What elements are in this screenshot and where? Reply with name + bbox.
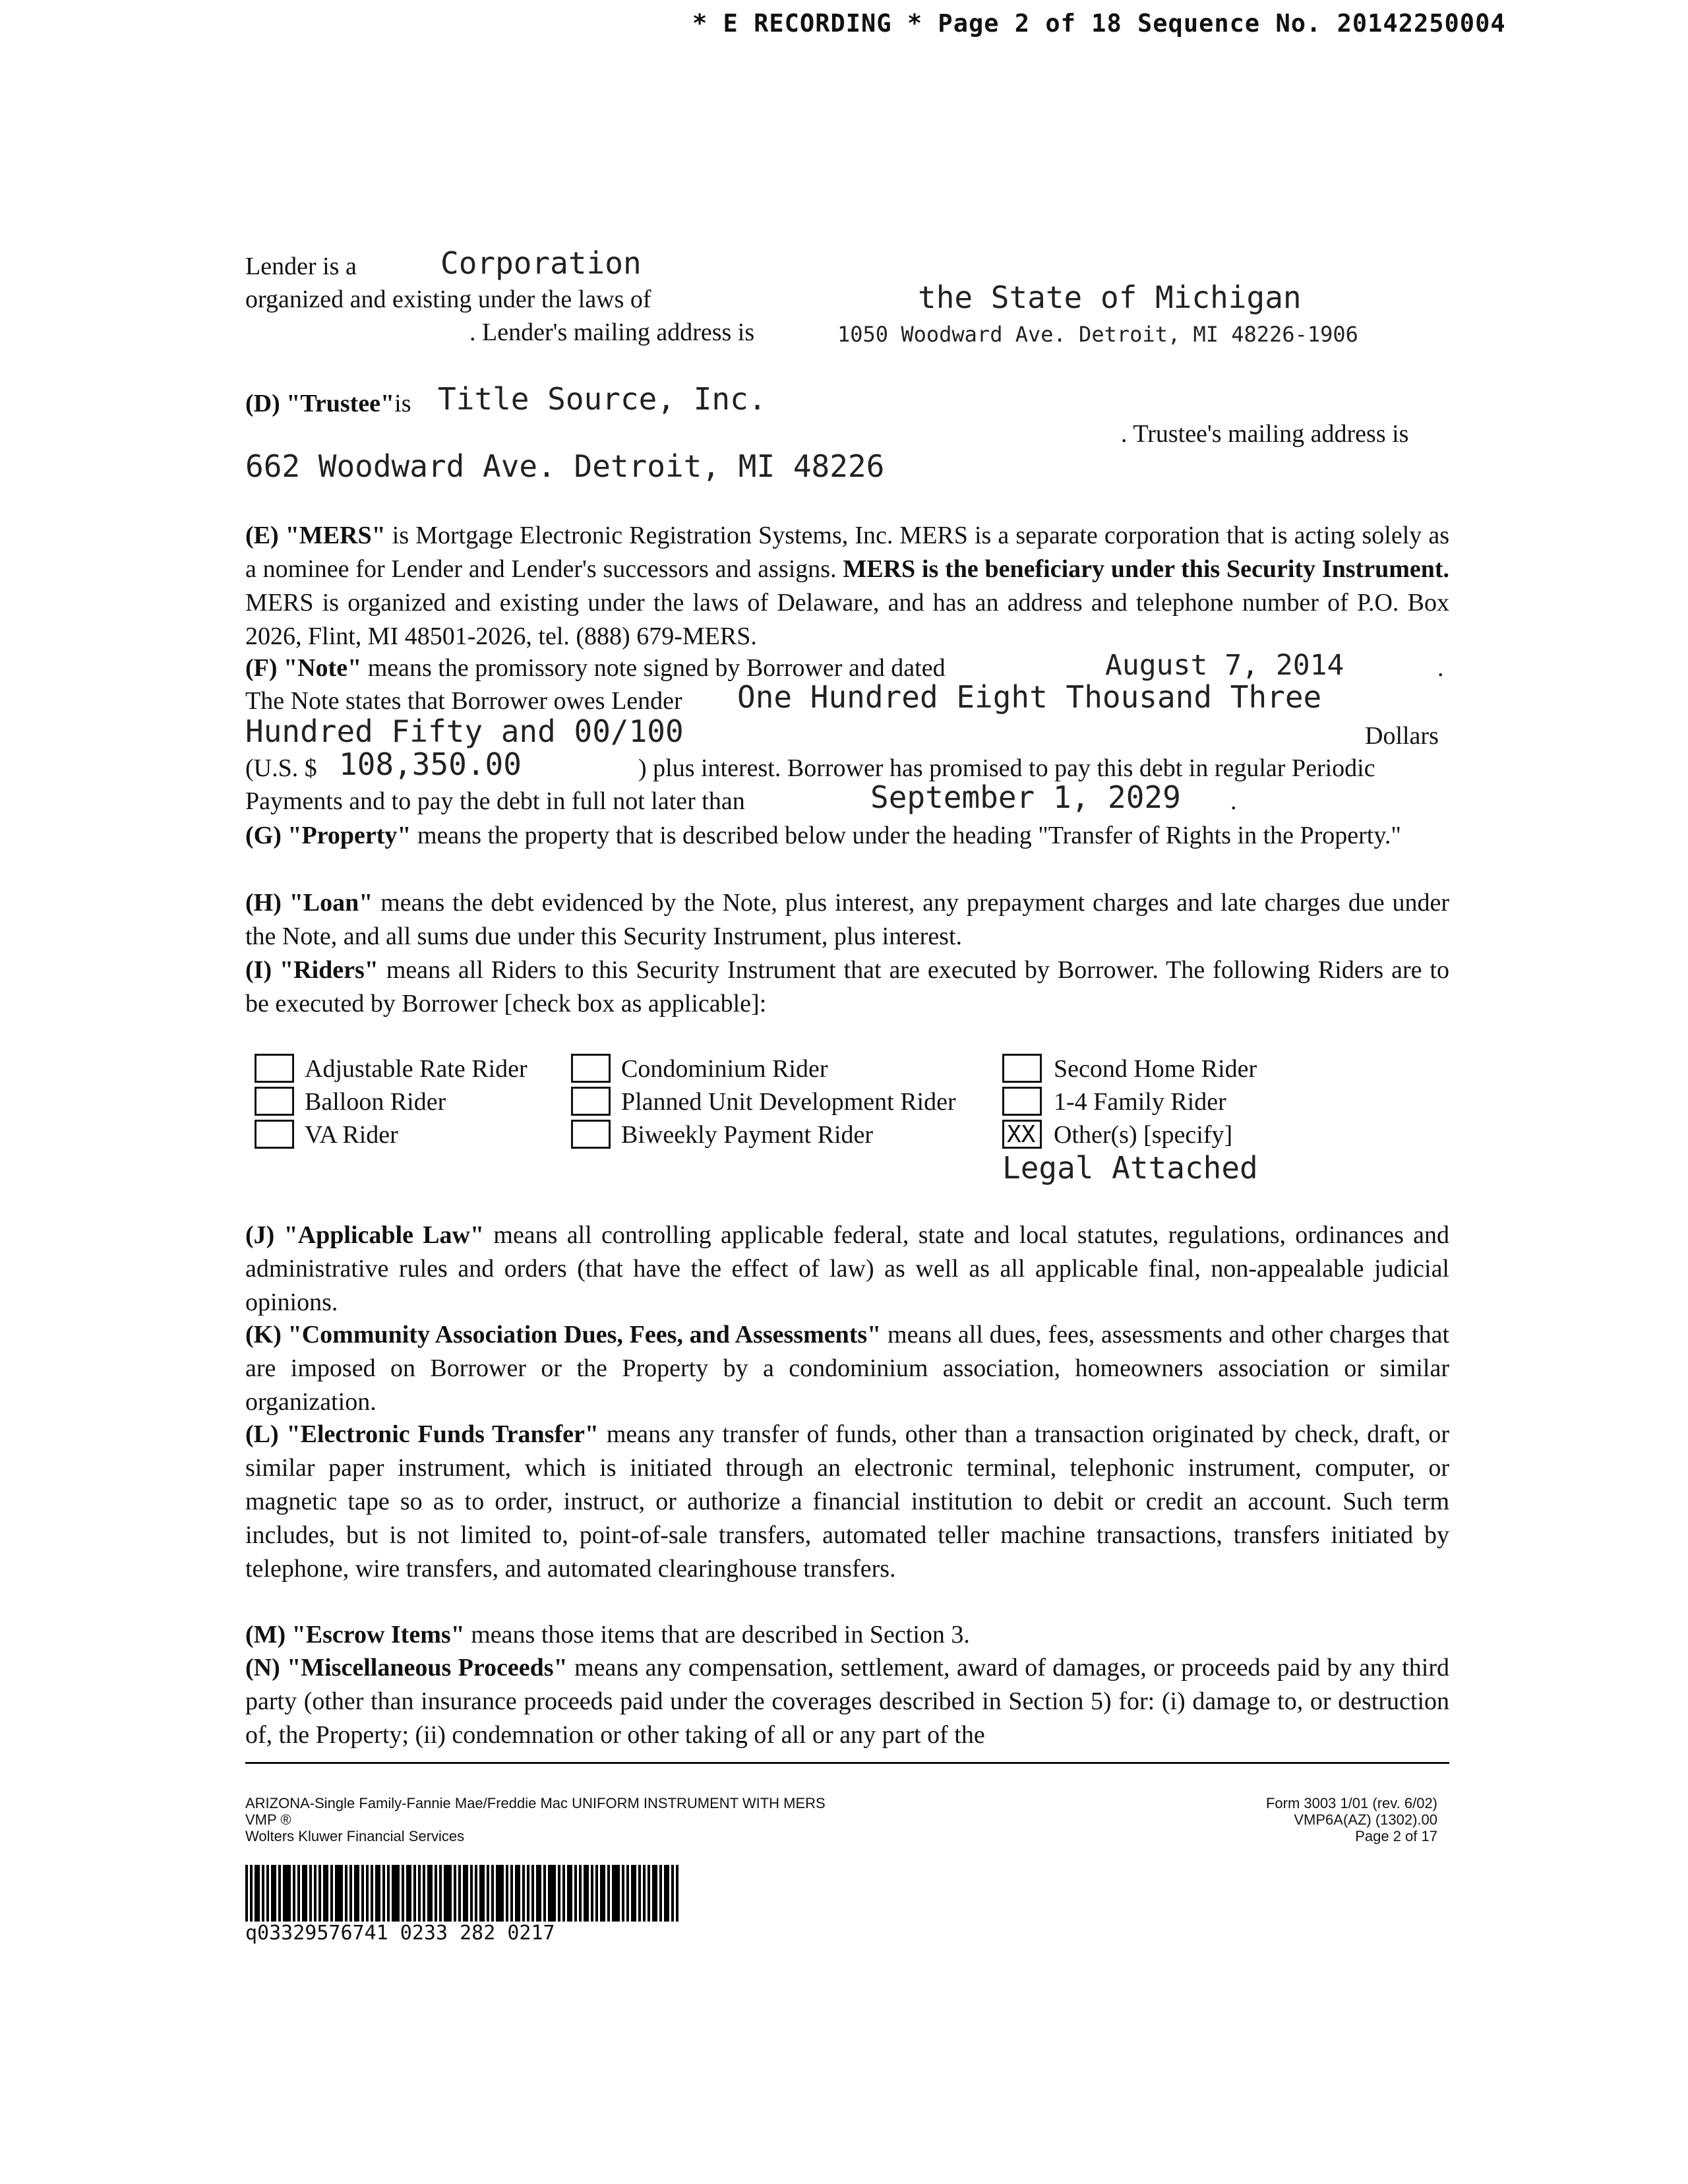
rider-label-1-4-family: 1-4 Family Rider — [1054, 1088, 1226, 1116]
mers-beneficiary-statement: MERS is the beneficiary under this Security Instrument. — [843, 555, 1450, 583]
escrow-items-text: means those items that are described in Section 3. — [464, 1621, 970, 1649]
mers-term: (E) "MERS" — [245, 522, 386, 549]
rider-label-pud: Planned Unit Development Rider — [621, 1088, 956, 1116]
property-term: (G) "Property" — [245, 822, 411, 849]
lender-state-value: the State of Michigan — [918, 280, 1302, 315]
community-association-term: (K) "Community Association Dues, Fees, and Assessments" — [245, 1321, 882, 1349]
rider-label-balloon: Balloon Rider — [305, 1088, 446, 1116]
mers-text: is Mortgage Electronic Registration Systems, Inc. MERS is a separate corporation that is acting solely as a nominee for Lender and Lender's successors and assigns. — [245, 522, 1449, 583]
footer-left — [245, 1795, 826, 1844]
property-text: means the property that is described below under the heading "Transfer of Rights in the Property." — [411, 822, 1401, 849]
note-text: means the promissory note signed by Borrower and dated — [361, 654, 946, 682]
misc-proceeds-term: (N) "Miscellaneous Proceeds" — [245, 1654, 568, 1682]
loan-text: means the debt evidenced by the Note, plus interest, any prepayment charges and late charges due under the Note, and all sums due under this Security Instrument, plus interest. — [245, 889, 1449, 950]
escrow-items-definition — [245, 1618, 1449, 1652]
checkbox-balloon-rider[interactable] — [255, 1087, 294, 1116]
checkbox-mark: XX — [1007, 1121, 1036, 1148]
note-maturity-period: . — [1230, 787, 1237, 815]
misc-proceeds-text: means any compensation, settlement, award of damages, or proceeds paid by any third party (other than insurance proceeds paid under the coverages described in Section 5) for: (i) damage to, or destruction of, the Property; (ii) condemnation or other taking of all or any part of the — [245, 1654, 1449, 1749]
loan-definition — [245, 886, 1449, 954]
checkbox-second-home-rider[interactable] — [1002, 1054, 1042, 1083]
footer-vmp: VMP ® — [245, 1811, 291, 1828]
lender-is-a-label: Lender is a — [245, 253, 357, 280]
note-amount-words-line2: Hundred Fifty and 00/100 — [245, 713, 684, 749]
note-date-value: August 7, 2014 — [1105, 649, 1344, 682]
checkbox-1-4-family-rider[interactable] — [1002, 1087, 1042, 1116]
note-amount-value: 108,350.00 — [339, 746, 522, 782]
footer-form-title: ARIZONA-Single Family-Fannie Mae/Freddie Mac UNIFORM INSTRUMENT WITH MERS — [245, 1795, 826, 1811]
trustee-name-value: Title Source, Inc. — [438, 381, 767, 417]
mers-address-text: MERS is organized and existing under the laws of Delaware, and has an address and telephone number of P.O. Box 2026, Flint, MI 48501-2026, tel. (888) 679-MERS. — [245, 589, 1449, 650]
note-dollars-label: Dollars — [1365, 722, 1439, 750]
checkbox-pud-rider[interactable] — [571, 1087, 611, 1116]
note-term: (F) "Note" — [245, 654, 362, 682]
misc-proceeds-definition — [245, 1651, 1449, 1752]
note-us-label: (U.S. $ — [245, 754, 317, 782]
checkbox-adjustable-rate-rider[interactable] — [255, 1054, 294, 1083]
note-amount-words-line1: One Hundred Eight Thousand Three — [737, 679, 1322, 715]
footer-page-number: Page 2 of 17 — [1355, 1828, 1437, 1844]
lender-organized-label: organized and existing under the laws of — [245, 286, 651, 313]
trustee-is-label: is — [394, 390, 411, 417]
note-maturity-value: September 1, 2029 — [870, 779, 1181, 815]
rider-label-va: VA Rider — [305, 1121, 398, 1149]
footer-vmp-code: VMP6A(AZ) (1302).00 — [1294, 1811, 1437, 1828]
barcode — [245, 1865, 680, 1922]
trustee-term: (D) "Trustee" — [245, 390, 395, 417]
riders-text: means all Riders to this Security Instrument that are executed by Borrower. The following Riders are to be executed by Borrower [check box as applicable]: — [245, 956, 1449, 1017]
note-payments-label: Payments and to pay the debt in full not later than — [245, 787, 745, 815]
footer-right — [1068, 1795, 1437, 1844]
community-association-definition — [245, 1318, 1449, 1419]
rider-label-condominium: Condominium Rider — [621, 1055, 828, 1083]
trustee-address-value: 662 Woodward Ave. Detroit, MI 48226 — [245, 448, 885, 484]
rider-label-biweekly-payment: Biweekly Payment Rider — [621, 1121, 874, 1149]
lender-type-value: Corporation — [440, 245, 642, 281]
footer-form-number: Form 3003 1/01 (rev. 6/02) — [1265, 1795, 1437, 1811]
mers-definition — [245, 519, 1449, 653]
footer-publisher: Wolters Kluwer Financial Services — [245, 1828, 465, 1844]
eft-term: (L) "Electronic Funds Transfer" — [245, 1420, 599, 1448]
applicable-law-text: means all controlling applicable federal, state and local statutes, regulations, ordinances and administrative rules and orders (that have the effect of law) as well as all applicable final, non-appealable judicial opinions. — [245, 1221, 1450, 1316]
checkbox-va-rider[interactable] — [255, 1120, 294, 1149]
riders-definition — [245, 954, 1449, 1021]
rider-label-other: Other(s) [specify] — [1054, 1121, 1233, 1149]
barcode-number: q03329576741 0233 282 0217 — [245, 1922, 555, 1945]
checkbox-biweekly-payment-rider[interactable] — [571, 1120, 611, 1149]
eft-definition — [245, 1418, 1449, 1586]
loan-term: (H) "Loan" — [245, 889, 373, 917]
escrow-items-term: (M) "Escrow Items" — [245, 1621, 465, 1649]
checkbox-other-rider[interactable] — [1002, 1120, 1042, 1149]
rider-other-specify-value: Legal Attached — [1002, 1150, 1258, 1186]
community-association-text: means all dues, fees, assessments and other charges that are imposed on Borrower or the Property by a condominium association, homeowners association or similar organization. — [245, 1321, 1449, 1416]
note-interest-text: ) plus interest. Borrower has promised to pay this debt in regular Periodic — [638, 754, 1375, 782]
applicable-law-definition — [245, 1219, 1449, 1320]
lender-address-label: . Lender's mailing address is — [469, 318, 755, 346]
checkbox-condominium-rider[interactable] — [571, 1054, 611, 1083]
rider-label-second-home: Second Home Rider — [1054, 1055, 1257, 1083]
trustee-address-label: . Trustee's mailing address is — [1121, 420, 1409, 448]
property-definition — [245, 819, 1449, 853]
lender-address-value: 1050 Woodward Ave. Detroit, MI 48226-1906 — [837, 322, 1358, 347]
recording-header: * E RECORDING * Page 2 of 18 Sequence No. 20142250004 — [692, 9, 1506, 38]
note-date-period: . — [1437, 654, 1444, 682]
riders-term: (I) "Riders" — [245, 956, 378, 984]
footer-divider — [245, 1762, 1449, 1764]
note-owes-label: The Note states that Borrower owes Lender — [245, 687, 682, 715]
rider-label-adjustable-rate: Adjustable Rate Rider — [305, 1055, 528, 1083]
applicable-law-term: (J) "Applicable Law" — [245, 1221, 485, 1249]
eft-text: means any transfer of funds, other than a transaction originated by check, draft, or similar paper instrument, which is initiated through an electronic terminal, telephonic instrument, computer, or magnetic tape so as to order, instruct, or authorize a financial institution to debit or credit an account. Such term includes, but is not limited to, point-of-sale transfers, automated teller machine transactions, transfers initiated by telephone, wire transfers, and automated clearinghouse transfers. — [245, 1420, 1449, 1583]
